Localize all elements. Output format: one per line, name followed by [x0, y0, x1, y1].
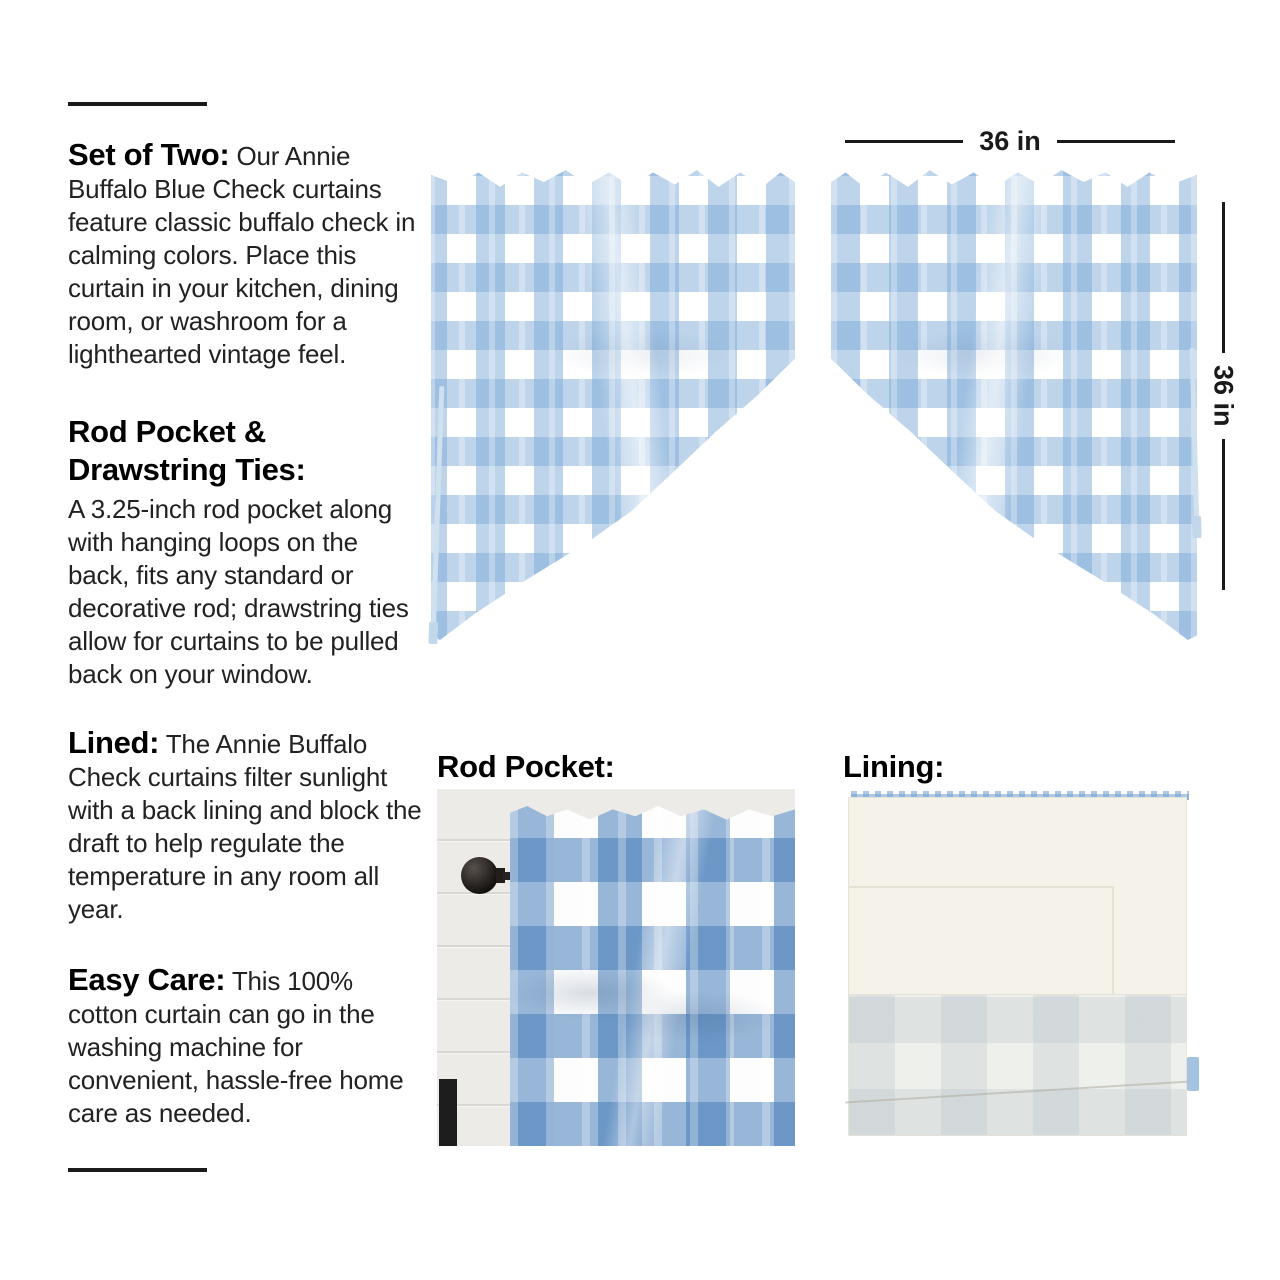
section-body: Our Annie Buffalo Blue Check curtains feature classic buffalo check in calming colors. Place this curtain in your kitchen, dining room, or washroom for a lighthearted vintage feel.: [68, 141, 416, 369]
section-heading: Easy Care:: [68, 962, 226, 997]
divider-bottom: [68, 1168, 207, 1172]
door-frame-post: [439, 1079, 457, 1146]
section-body: This 100% cotton curtain can go in the washing machine for convenient, hassle-free home care as needed.: [68, 966, 404, 1128]
lining-panel: [848, 797, 1187, 1136]
rod-pocket-photo-label: Rod Pocket:: [437, 749, 615, 784]
section-body: A 3.25-inch rod pocket along with hanging loops on the back, fits any standard or decorative rod; drawstring ties allow for curtains to be pulled back on your window.: [68, 494, 409, 689]
section-lined: [68, 726, 424, 926]
rod-finial-ball: [461, 857, 498, 894]
lining-photo: [843, 789, 1199, 1142]
lining-photo-label: Lining:: [843, 749, 945, 784]
curtain-left-swag-image: [431, 163, 795, 640]
section-easy-care: [68, 963, 424, 1130]
dimension-line-right: [1057, 140, 1175, 143]
section-set-of-two: [68, 138, 424, 371]
section-paragraph: [68, 413, 424, 691]
section-paragraph: [68, 963, 424, 1130]
dimension-line-bottom: [1222, 439, 1225, 590]
sheer-check-band: [849, 994, 1186, 1135]
section-heading: Set of Two:: [68, 137, 230, 172]
section-heading: Lined:: [68, 725, 160, 760]
fold-crease: [845, 1080, 1189, 1103]
section-rod-pocket-drawstring: [68, 413, 424, 691]
width-dimension-label: 36 in: [979, 125, 1041, 156]
pocket-seam-vertical: [1112, 886, 1114, 1011]
section-paragraph: [68, 726, 424, 926]
curtain-right-swag-image: [831, 163, 1197, 640]
section-body: The Annie Buffalo Check curtains filter sunlight with a back lining and block the draft to help regulate the temperature in any room all year.: [68, 729, 422, 924]
height-dimension: [1208, 202, 1238, 590]
pocket-seam-horizontal: [849, 886, 1112, 888]
rod-pocket-photo: [437, 789, 795, 1146]
section-heading: Rod Pocket & Drawstring Ties:: [68, 414, 306, 487]
rod-pocket-curtain-closeup: [510, 806, 795, 1146]
height-dimension-label: 36 in: [1208, 365, 1239, 427]
dimension-line-left: [845, 140, 963, 143]
dimension-line-top: [1222, 202, 1225, 353]
hanging-loop-tab: [1187, 1057, 1199, 1091]
divider-top: [68, 102, 207, 106]
section-paragraph: [68, 138, 424, 371]
width-dimension: [845, 126, 1175, 156]
